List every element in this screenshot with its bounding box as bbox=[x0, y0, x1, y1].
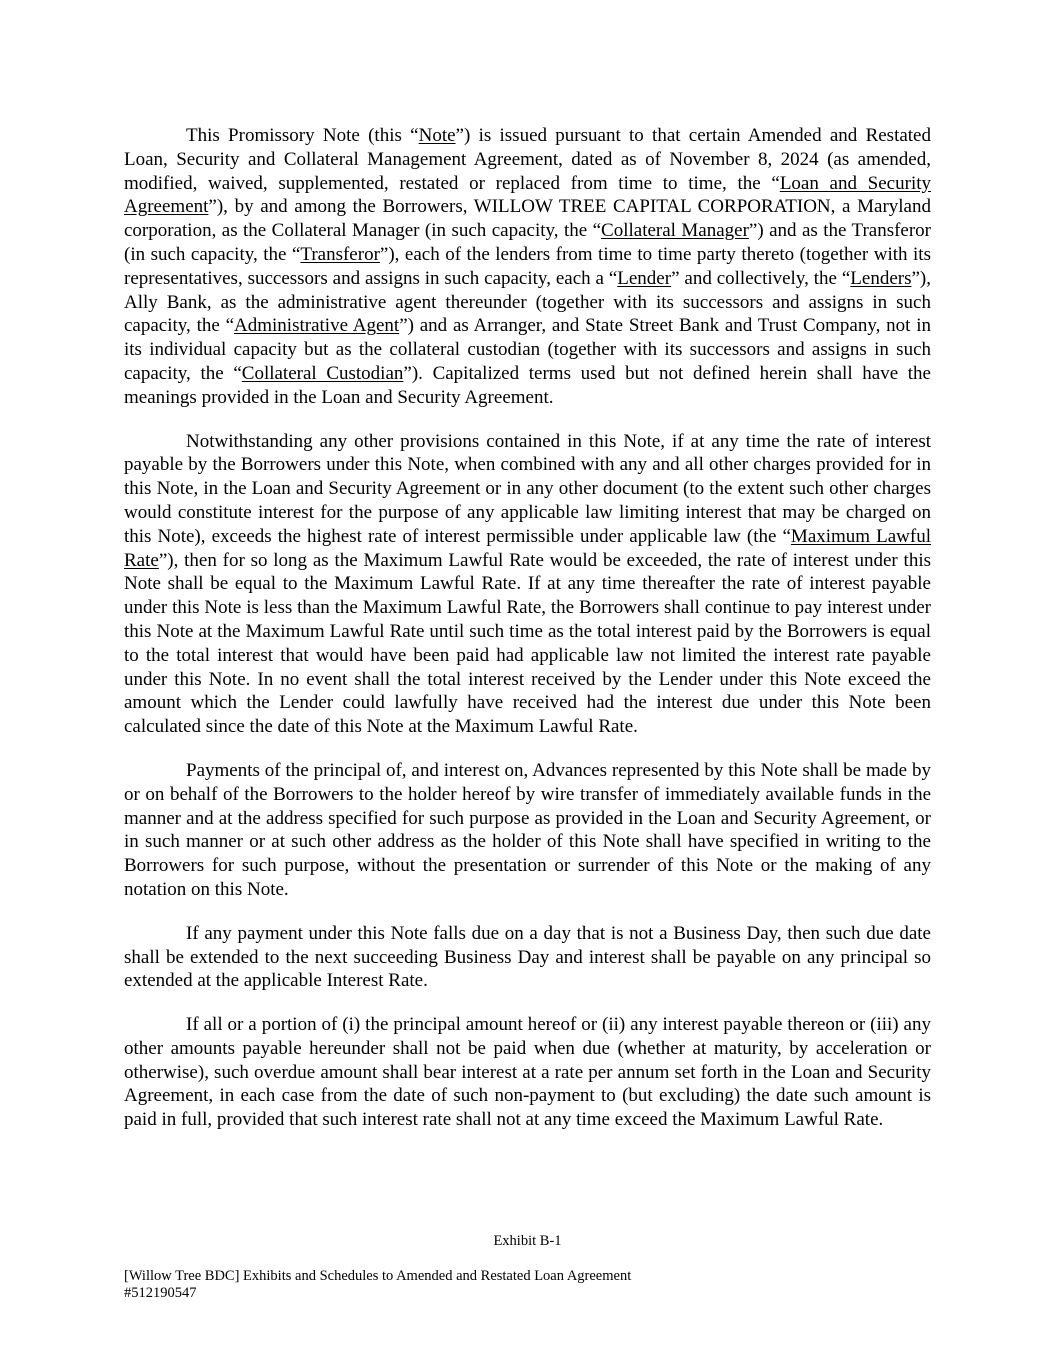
paragraph-business-day: If any payment under this Note falls due on a day that is not a Business Day, then such due date shall be extended to the next succeeding Business Day and interest shall be payable on any principal so extended at the applicable Interest Rate. bbox=[124, 922, 931, 992]
paragraph-maximum-lawful-rate: Notwithstanding any other provisions contained in this Note, if at any time the rate of interest payable by the Borrowers under this Note, when combined with any and all other charges provided for in this Note, in the Loan and Security Agreement or in any other document (to the extent such other charges would constitute interest for the purpose of any applicable law limiting interest that may be charged on this Note), exceeds the highest rate of interest permissible under applicable law (the “Maximum Lawful Rate”), then for so long as the Maximum Lawful Rate would be exceeded, the rate of interest under this Note shall be equal to the Maximum Lawful Rate. If at any time thereafter the rate of interest payable under this Note is less than the Maximum Lawful Rate, the Borrowers shall continue to pay interest under this Note at the Maximum Lawful Rate until such time as the total interest paid by the Borrowers is equal to the total interest that would have been paid had applicable law not limited the interest rate payable under this Note. In no event shall the total interest received by the Lender under this Note exceed the amount which the Lender could lawfully have received had the interest due under this Note been calculated since the date of this Note at the Maximum Lawful Rate. bbox=[124, 430, 932, 738]
paragraph-promissory-note-intro: This Promissory Note (this “Note”) is issued pursuant to that certain Amended and Restated Loan, Security and Collateral Management Agreement, dated as of November 8, 2024 (as amended, modified, waived, supplemented, restated or replaced from time to time, the “Loan and Security Agreement”), by and among the Borrowers, WILLOW TREE CAPITAL CORPORATION, a Maryland corporation, as the Collateral Manager (in such capacity, the “Collateral Manager”) and as the Transferor (in such capacity, the “Transferor”), each of the lenders from time to time party thereto (together with its representatives, successors and assigns in such capacity, each a “Lender” and collectively, the “Lenders”), Ally Bank, as the administrative agent thereunder (together with its successors and assigns in such capacity, the “Administrative Agent”) and as Arranger, and State Street Bank and Trust Company, not in its individual capacity but as the collateral custodian (together with its successors and assigns in such capacity, the “Collateral Custodian”). Capitalized terms used but not defined herein shall have the meanings provided in the Loan and Security Agreement. bbox=[124, 125, 932, 408]
document-footer bbox=[124, 1268, 631, 1302]
paragraph-payments: Payments of the principal of, and interest on, Advances represented by this Note shall be made by or on behalf of the Borrowers to the holder hereof by wire transfer of immediately available funds in the manner and at the address specified for such purpose as provided in the Loan and Security Agreement, or in such manner or at such other address as the holder of this Note shall have specified in writing to the Borrowers for such purpose, without the presentation or surrender of this Note or the making of any notation on this Note. bbox=[124, 759, 931, 900]
document-body bbox=[124, 124, 931, 1152]
document-title: [Willow Tree BDC] Exhibits and Schedules to Amended and Restated Loan Agreement bbox=[124, 1268, 632, 1284]
document-number: #512190547 bbox=[124, 1285, 197, 1301]
exhibit-label: Exhibit B-1 bbox=[493, 1233, 562, 1249]
paragraph-overdue-interest: If all or a portion of (i) the principal amount hereof or (ii) any interest payable thereon or (iii) any other amounts payable hereunder shall not be paid when due (whether at maturity, by acceleration or otherwise), such overdue amount shall bear interest at a rate per annum set forth in the Loan and Security Agreement, in each case from the date of such non-payment to (but excluding) the date such amount is paid in full, provided that such interest rate shall not at any time exceed the Maximum Lawful Rate. bbox=[124, 1014, 931, 1131]
